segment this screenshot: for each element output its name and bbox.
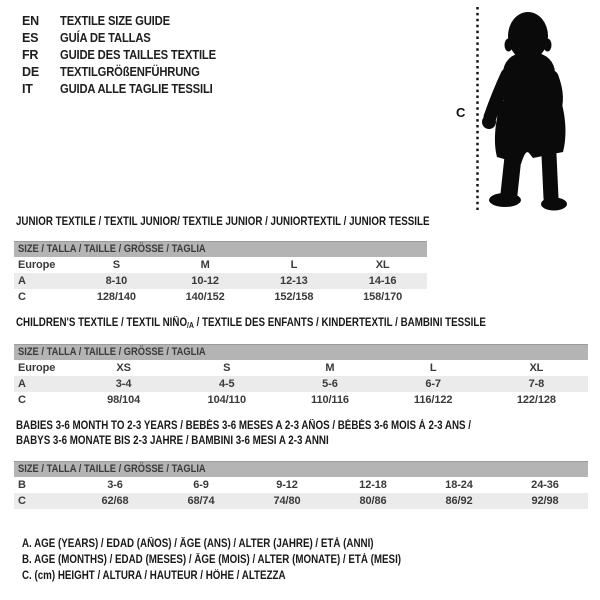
language-row-es [22, 30, 233, 47]
row-label: Europe [18, 259, 56, 271]
junior-textile-title [16, 215, 430, 229]
size-header-text: SIZE / TALLA / TAILLE / GRÖSSE / TAGLIA [18, 346, 206, 358]
size-cell: 62/68 [101, 495, 129, 507]
row-label: C [18, 495, 26, 507]
size-cell: 8-10 [105, 275, 128, 287]
language-label: GUÍA DE TALLAS [60, 31, 151, 45]
size-cell: 152/158 [274, 291, 314, 303]
row-label: A [18, 275, 26, 287]
size-cell: 18-24 [445, 479, 473, 491]
size-cell: 5-6 [322, 378, 338, 390]
row-label: C [18, 394, 26, 406]
language-code: IT [22, 82, 33, 96]
language-row-en [22, 13, 233, 30]
size-header-bar [14, 461, 588, 477]
note-age-years-text: A. AGE (YEARS) / EDAD (AÑOS) / ÂGE (ANS) / ALTER (JAHRE) / ETÀ (ANNI) [22, 538, 374, 550]
size-cell: 86/92 [445, 495, 473, 507]
language-label: TEXTILE SIZE GUIDE [60, 14, 170, 28]
size-cell: 140/152 [185, 291, 225, 303]
babies-title-line1 [16, 419, 588, 434]
size-cell: 9-12 [276, 479, 298, 491]
language-code: ES [22, 31, 39, 45]
title-subscript: /A [187, 321, 194, 330]
size-cell: S [112, 259, 120, 271]
note-height-cm [22, 568, 468, 584]
table-row [14, 493, 588, 509]
size-cell: 110/116 [311, 394, 349, 406]
size-cell: 12-13 [280, 275, 308, 287]
size-cell: XS [116, 362, 131, 374]
babies-title-line2 [16, 434, 588, 449]
language-row-it [22, 81, 233, 98]
size-cell: 104/110 [207, 394, 247, 406]
note-age-months-text: B. AGE (MONTHS) / EDAD (MESES) / ÂGE (MOIS) / ALTER (MONATE) / ETÀ (MESI) [22, 554, 402, 566]
table-row [14, 376, 588, 392]
note-age-years [22, 536, 468, 552]
title-pre: CHILDREN'S TEXTILE / TEXTIL NIÑO [16, 317, 188, 329]
size-cell: 74/80 [273, 495, 301, 507]
size-cell: M [200, 259, 210, 271]
table-row [14, 257, 427, 273]
junior-textile-section [14, 215, 430, 305]
childrens-size-table [14, 360, 588, 408]
language-list [22, 13, 233, 98]
language-code: DE [22, 65, 39, 79]
size-cell: 12-18 [359, 479, 387, 491]
size-cell: 122/128 [516, 394, 556, 406]
size-cell: 10-12 [191, 275, 219, 287]
size-header-bar [14, 344, 588, 360]
row-label: B [18, 479, 26, 491]
row-label: C [18, 291, 26, 303]
baby-silhouette [455, 3, 595, 213]
size-cell: 24-36 [531, 479, 559, 491]
babies-textile-section [14, 419, 588, 509]
junior-size-table [14, 257, 427, 305]
babies-size-table [14, 477, 588, 509]
language-label: GUIDA ALLE TAGLIE TESSILI [60, 82, 213, 96]
size-cell: 3-4 [115, 378, 132, 390]
size-cell: 92/98 [531, 495, 559, 507]
title-post: / TEXTILE DES ENFANTS / KINDERTEXTIL / BAMBINI TESSILE [193, 317, 486, 329]
size-cell: M [325, 362, 335, 374]
size-cell: L [429, 362, 437, 374]
row-label: Europe [18, 362, 56, 374]
size-cell: 98/104 [107, 394, 141, 406]
size-cell: 6-9 [193, 479, 209, 491]
size-cell: 7-8 [528, 378, 545, 390]
size-cell: L [290, 259, 298, 271]
table-row [14, 289, 427, 305]
language-code: EN [22, 14, 39, 28]
size-cell: 6-7 [425, 378, 441, 390]
size-cell: 80/86 [359, 495, 387, 507]
language-row-fr [22, 47, 233, 64]
size-cell: 3-6 [107, 479, 123, 491]
table-row [14, 273, 427, 289]
childrens-textile-title-text [16, 316, 486, 333]
note-height-cm-text: C. (cm) HEIGHT / ALTURA / HAUTEUR / HÖHE / ALTEZZA [22, 570, 286, 582]
size-cell: XL [375, 259, 390, 271]
childrens-textile-section [14, 316, 588, 408]
size-cell: 116/122 [413, 394, 453, 406]
size-cell: 4-5 [218, 378, 235, 390]
language-code: FR [22, 48, 39, 62]
size-cell: S [223, 362, 231, 374]
language-label: TEXTILGRÖßENFÜHRUNG [60, 65, 200, 79]
size-cell: 128/140 [96, 291, 136, 303]
size-cell: 158/170 [363, 291, 403, 303]
size-cell: 68/74 [187, 495, 215, 507]
language-label: GUIDE DES TAILLES TEXTILE [60, 48, 216, 62]
size-cell: XL [529, 362, 544, 374]
childrens-textile-title [16, 316, 588, 330]
table-row [14, 477, 588, 493]
row-label: A [18, 378, 26, 390]
height-measure-label: C [456, 105, 466, 120]
size-header-bar [14, 241, 427, 257]
language-row-de [22, 64, 233, 81]
babies-title-line1-text: BABIES 3-6 MONTH TO 2-3 YEARS / BEBÉS 3-6 MESES A 2-3 AÑOS / BÉBÉS 3-6 MOIS À 2-3 ANS / [16, 420, 472, 432]
baby-silhouette-shape [482, 12, 567, 211]
table-row [14, 360, 588, 376]
size-header-text: SIZE / TALLA / TAILLE / GRÖSSE / TAGLIA [18, 243, 206, 255]
legend-notes [22, 536, 468, 584]
note-age-months [22, 552, 468, 568]
babies-title-line2-text: BABYS 3-6 MONATE BIS 2-3 JAHRE / BAMBINI 3-6 MESI A 2-3 ANNI [16, 435, 329, 447]
size-cell: 14-16 [368, 275, 397, 287]
junior-textile-title-text: JUNIOR TEXTILE / TEXTIL JUNIOR/ TEXTILE JUNIOR / JUNIORTEXTIL / JUNIOR TESSILE [16, 216, 430, 228]
table-row [14, 392, 588, 408]
size-header-text: SIZE / TALLA / TAILLE / GRÖSSE / TAGLIA [18, 463, 206, 475]
